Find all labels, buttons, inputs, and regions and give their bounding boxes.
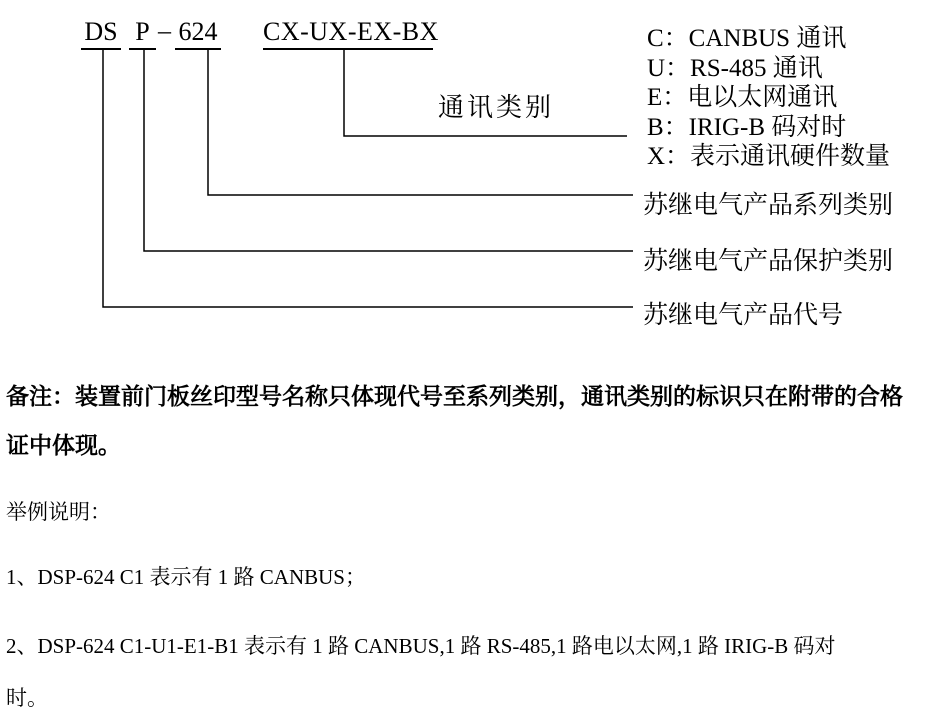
connector-protection-line xyxy=(144,50,633,251)
legend-item-x: X：表示通讯硬件数量 xyxy=(647,143,891,170)
example-1: 1、DSP-624 C1 表示有 1 路 CANBUS； xyxy=(6,565,366,589)
model-segment-comm-options: CX-UX-EX-BX xyxy=(263,18,433,50)
note-line-2: 证中体现。 xyxy=(6,433,121,458)
model-segment-dash: – xyxy=(158,16,171,45)
branch-label-protection-category: 苏继电气产品保护类别 xyxy=(643,248,894,275)
examples-heading: 举例说明： xyxy=(6,500,111,524)
legend-item-c: C：CANBUS 通讯 xyxy=(647,25,847,52)
branch-label-product-code: 苏继电气产品代号 xyxy=(643,302,844,329)
comm-type-label: 通讯类别 xyxy=(438,93,555,122)
model-segment-624: 624 xyxy=(175,18,221,50)
model-segment-p: P xyxy=(129,18,156,50)
example-2-line-2: 时。 xyxy=(6,686,48,710)
model-segment-ds: DS xyxy=(81,18,121,50)
connector-series-line xyxy=(208,50,633,195)
branch-label-series-category: 苏继电气产品系列类别 xyxy=(643,192,894,219)
comm-legend xyxy=(647,24,890,172)
legend-item-b: B：IRIG-B 码对时 xyxy=(647,113,847,141)
legend-item-u: U：RS-485 通讯 xyxy=(647,54,823,82)
example-2-line-1: 2、DSP-624 C1-U1-E1-B1 表示有 1 路 CANBUS,1 路 RS-485,1 路电以太网,1 路 IRIG-B 码对 xyxy=(6,634,836,658)
note-line-1: 备注：装置前门板丝印型号名称只体现代号至系列类别，通讯类别的标识只在附带的合格 xyxy=(6,384,903,409)
legend-item-e: E：电以太网通讯 xyxy=(647,84,838,111)
